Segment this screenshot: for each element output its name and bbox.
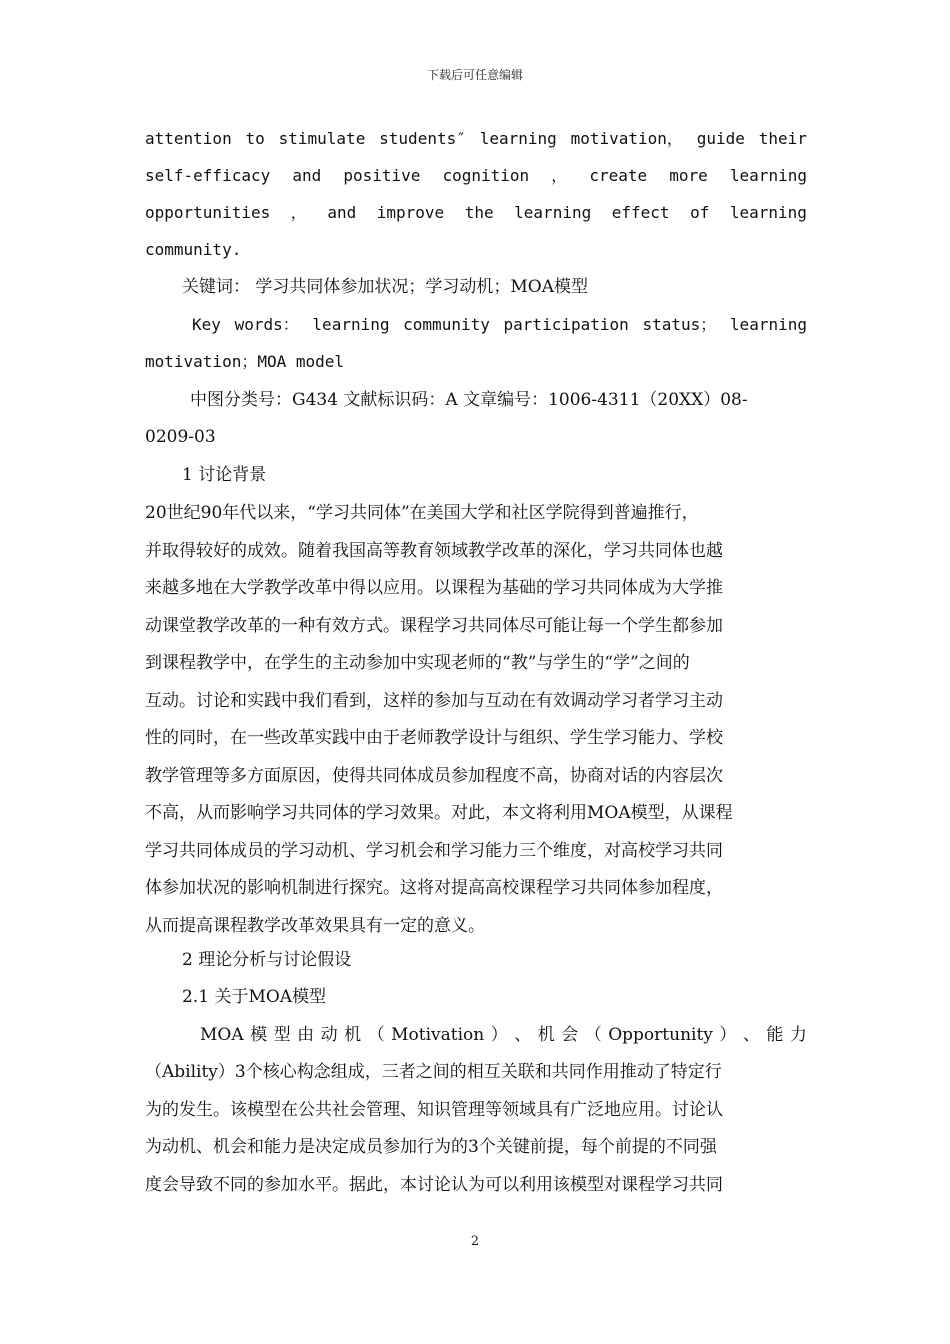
word: the xyxy=(464,203,494,222)
word: words： xyxy=(234,315,299,334)
paragraph-line: 学习共同体成员的学习动机、学习机会和学习能力三个维度，对高校学习共同 xyxy=(145,840,723,861)
word: participation xyxy=(503,315,629,334)
word: more xyxy=(669,166,708,185)
paragraph-line: 到课程教学中，在学生的主动参加中实现老师的“教”与学生的“学”之间的 xyxy=(145,653,690,673)
word: 、 xyxy=(514,1025,532,1045)
classification-line-1: 中图分类号：G434 文献标识码：A 文章编号：1006-4311（20XX）08- xyxy=(190,390,748,410)
word: positive xyxy=(343,166,421,185)
section-1-heading: 1 讨论背景 xyxy=(182,465,267,485)
paragraph-line: 教学管理等多方面原因，使得共同体成员参加程度不高，协商对话的内容层次 xyxy=(145,765,723,786)
keywords-cn: 关键词： 学习共同体参加状况；学习动机；MOA模型 xyxy=(182,277,589,297)
paragraph-line: 互动。讨论和实践中我们看到，这样的参加与互动在有效调动学习者学习主动 xyxy=(145,690,723,711)
word: 会 xyxy=(561,1025,579,1045)
abstract-line-1 xyxy=(145,128,807,150)
word: 力 xyxy=(789,1025,807,1045)
word: of xyxy=(690,203,710,222)
word: 动 xyxy=(320,1025,338,1045)
page-header-note: 下载后可任意编辑 xyxy=(426,68,523,82)
word: Motivation xyxy=(391,1025,485,1045)
section-2-heading: 2 理论分析与讨论假设 xyxy=(182,950,352,970)
word: 能 xyxy=(766,1025,784,1045)
paragraph-line: 动课堂教学改革的一种有效方式。课程学习共同体尽可能让每一个学生都参加 xyxy=(145,615,723,636)
keywords-en-line-1 xyxy=(192,314,807,336)
word: Key xyxy=(192,315,221,334)
word: motivation， xyxy=(570,129,683,148)
paragraph-line: 体参加状况的影响机制进行探究。这将对提高高校课程学习共同体参加程度， xyxy=(145,878,723,898)
word: create xyxy=(589,166,648,185)
word: attention xyxy=(145,129,232,148)
word: ， xyxy=(290,203,307,222)
word: learning xyxy=(514,203,592,222)
section-2-1-heading: 2.1 关于MOA模型 xyxy=(182,987,327,1007)
paragraph-line: 20世纪90年代以来，“学习共同体”在美国大学和社区学院得到普遍推行， xyxy=(145,503,699,523)
word: learning xyxy=(729,203,807,222)
word: effect xyxy=(611,203,670,222)
word: learning xyxy=(729,315,807,334)
paragraph-line: 度会导致不同的参加水平。据此，本讨论认为可以利用该模型对课程学习共同 xyxy=(145,1174,723,1195)
abstract-line-4: community. xyxy=(145,240,242,259)
word: ） xyxy=(719,1025,737,1045)
keywords-en-line-2: motivation；MOA model xyxy=(145,352,345,371)
word: and xyxy=(292,166,322,185)
abstract-line-2 xyxy=(145,165,807,187)
word: 机 xyxy=(537,1025,555,1045)
word: improve xyxy=(376,203,445,222)
paragraph-line: 从而提高课程教学改革效果具有一定的意义。 xyxy=(145,915,485,936)
word: learning xyxy=(312,315,390,334)
word: Opportunity xyxy=(608,1025,713,1045)
word: ， xyxy=(551,166,568,185)
word: 型 xyxy=(273,1025,291,1045)
word: community xyxy=(403,315,490,334)
paragraph-line: （Ability）3个核心构念组成，三者之间的相互关联和共同作用推动了特定行 xyxy=(145,1062,722,1082)
word: ） xyxy=(490,1025,508,1045)
word: 模 xyxy=(250,1025,268,1045)
paragraph-line: 性的同时，在一些改革实践中由于老师教学设计与组织、学生学习能力、学校 xyxy=(145,728,723,748)
classification-line-2: 0209-03 xyxy=(145,427,216,447)
paragraph-line: 来越多地在大学教学改革中得以应用。以课程为基础的学习共同体成为大学推 xyxy=(145,578,723,598)
word: 机 xyxy=(344,1025,362,1045)
word: guide xyxy=(696,129,745,148)
word: opportunities xyxy=(145,203,271,222)
word: （ xyxy=(367,1025,385,1045)
paragraph-line: 并取得较好的成效。随着我国高等教育领域教学改革的深化，学习共同体也越 xyxy=(145,540,723,561)
word: cognition xyxy=(442,166,530,185)
word: （ xyxy=(584,1025,602,1045)
word: learning xyxy=(729,166,807,185)
page-number: 2 xyxy=(470,1234,480,1249)
word: status； xyxy=(642,315,717,334)
word: learning xyxy=(479,129,557,148)
word: students″ xyxy=(379,129,466,148)
word: MOA xyxy=(200,1025,244,1045)
paragraph-line: 为的发生。该模型在公共社会管理、知识管理等领域具有广泛地应用。讨论认 xyxy=(145,1099,723,1120)
paragraph-line: 不高，从而影响学习共同体的学习效果。对此，本文将利用MOA模型，从课程 xyxy=(145,803,733,823)
abstract-line-3 xyxy=(145,202,807,224)
word: their xyxy=(758,129,807,148)
word: self-efficacy xyxy=(145,166,271,185)
word: 由 xyxy=(297,1025,315,1045)
word: and xyxy=(327,203,357,222)
section-2-1-first-line xyxy=(200,1024,807,1046)
paragraph-line: 为动机、机会和能力是决定成员参加行为的3个关键前提，每个前提的不同强 xyxy=(145,1137,717,1157)
word: 、 xyxy=(742,1025,760,1045)
word: stimulate xyxy=(278,129,366,148)
word: to xyxy=(245,129,265,148)
